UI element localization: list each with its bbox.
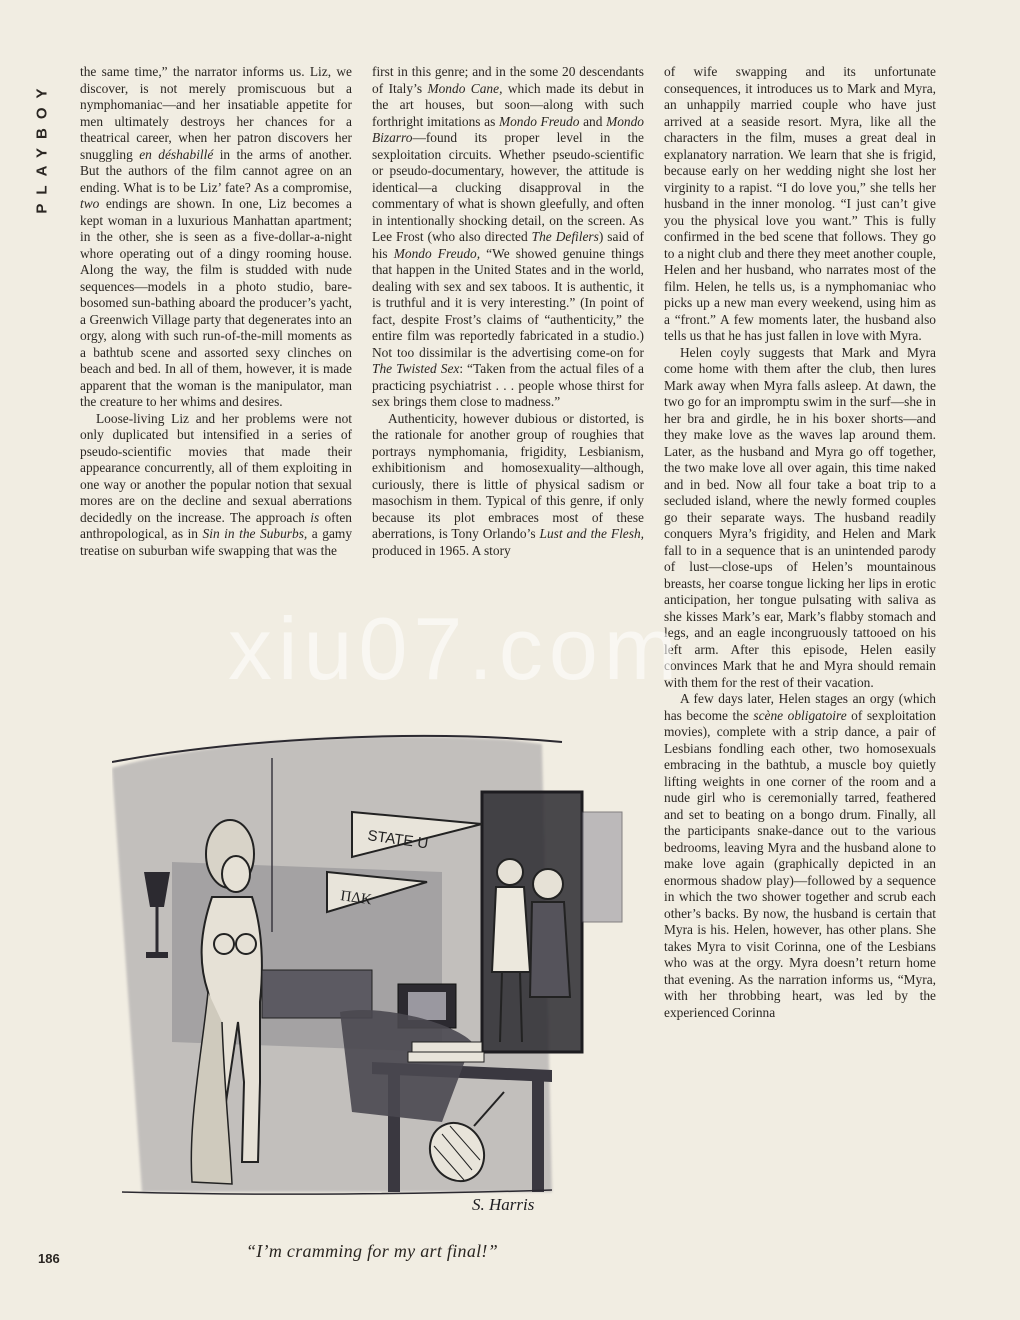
italic-text-run: The Twisted Sex — [372, 361, 460, 376]
italic-text-run: Mondo Cane, — [427, 80, 503, 96]
cartoon-illustration — [112, 722, 632, 1232]
text-run: which made its debut in the art houses, but soon—along with such forthright imitations as — [372, 80, 644, 129]
text-run: : “Taken from the actual files of a practicing psychiatrist . . . people whose thirst for sex brings them close to madness.” — [372, 361, 644, 409]
pennant-fraternity-text: ΠΔK — [339, 888, 373, 909]
italic-text-run: Mondo Freudo, — [393, 245, 481, 261]
article-paragraph — [664, 691, 936, 1021]
text-run: of sexploitation movies), complete with a strip dance, a pair of Lesbians fondling each other, two homosexuals embracing in the bathtub, a muscle boy quietly lifting weights in one corner of the room and a nude girl who is ceremonially tarred, feathered and set to beating on a bongo drum. Finally, all the participants snake-dance out to the various bedrooms, leaving Myra and the husband alone to make love again (graphically depicted in an enormous shadow play)—followed by a sequence in which the two shower together and scrub each other’s backs. By now, the husband is certain that Myra is his. Helen, however, has other plans. She takes Myra to visit Corinna, one of the Lesbians who was at the orgy. Myra doesn’t return home that evening. As the narration informs us, “Myra, with her throbbing heart, was led by the experienced Corinna — [664, 707, 936, 1020]
italic-text-run: Lust and the Flesh, — [539, 526, 644, 541]
text-run: produced in 1965. A story — [372, 542, 511, 558]
article-column-2 — [372, 64, 644, 668]
text-run: —found its proper level in the sexploitation circuits. Whether pseudo-scientific or pseudo-documentary, however, the attitude is identical—a clucking disapproval in the commentary of what is shown gleefully, and often in intentionally shocking detail, on the screen. As Lee Frost (who also directed — [372, 130, 644, 244]
italic-text-run: Sin in the Suburbs, — [202, 526, 308, 541]
text-run: ) said of his — [372, 229, 644, 261]
article-column-1 — [80, 64, 352, 668]
text-run: first in this genre; and in the some 20 descendants of Italy’s — [372, 64, 644, 96]
book-stack — [408, 1042, 484, 1062]
text-run: Helen coyly suggests that Mark and Myra come home with them after the club, then lures Mark away when Myra falls asleep. At dawn, the two go for an impromptu swim in the surf—she in her bra and girdle, he in his boxer shorts—and they make love as the waves lap around them. Later, as the husband and Myra go off together, the two make love all over again, this time naked and in bed. Now all four take a boat trip to a secluded island, where the newly formed couples go their separate ways. The husband readily conquers Myra’s frigidity, and Helen and Mark fall to in a sequence that is an unintended parody of lust—close-ups of Helen’s mountainous breasts, her coarse tongue licking her lips in erotic anticipation, her tongue pulsating with saliva as she kisses Mark’s ear, Mark’s flabby stomach and legs, and an eagle incongruously tattooed on his left arm. After this episode, Helen easily convinces Mark that he and Myra should remain with them for the rest of their vacation. — [664, 344, 936, 690]
masthead-sidebar — [28, 66, 56, 226]
article-column-3 — [664, 64, 936, 1262]
text-run: and — [579, 113, 607, 129]
text-run: Authenticity, however dubious or distorted, is the rationale for another group of roughies that portrays nymphomania, frigidity, Lesbianism, exhibitionism and homosexuality—although, curiously, there is little of physical sadism or masochism in them. Typical of this genre, if only because its plot embraces most of these aberrations, is Tony Orlando’s — [372, 410, 644, 541]
text-run: Loose-living Liz and her problems were not only duplicated but intensified in a series of pseudo-scientific movies that made their appearance concurrently, all of them exploiting in one way or another the popular notion that sexual mores are on the decline and sexual aberrations decidedly on the increase. The approach — [80, 410, 352, 525]
italic-text-run: The Defilers — [531, 229, 599, 244]
italic-text-run: scène obligatoire — [753, 707, 847, 723]
watermark: xiu07.com — [228, 599, 684, 698]
article-paragraph — [664, 345, 936, 692]
text-run: A few days later, Helen stages an orgy (which has become the — [664, 691, 936, 723]
italic-text-run: is — [310, 509, 320, 525]
pennant-state-u-text: STATE U — [366, 827, 430, 853]
text-run: of wife swapping and its unfortunate consequences, it introduces us to Mark and Myra, an unhappily married couple who have just arrived at a seaside resort. Myra, like all the characters in the film, muses a great deal in explanatory narration. We learn that she is frigid, because early on her wedding night she lost her virginity to a rapist. “I do love you,” she tells her husband in the inner monolog. “I just can’t give you the physical love you want.” This is fully confirmed in the bed scene that follows. They go to a night club and there they meet another couple, Helen and her husband, who narrates most of the film. Helen, he tells us, is a nymphomaniac who picks up a new man every weekend, using him as a “front.” A few moments later, the husband also tells us that he has just fallen in love with Myra. — [664, 64, 936, 343]
cartoon-caption: “I’m cramming for my art final!” — [245, 1241, 499, 1261]
italic-text-run: Mondo Bizarro — [372, 113, 644, 145]
italic-text-run: en déshabillé — [139, 146, 214, 162]
masthead-text: PLAYBOY — [33, 78, 51, 214]
article-paragraph — [372, 411, 644, 560]
article-paragraph — [372, 64, 644, 411]
article-paragraph — [80, 64, 352, 411]
text-run: a gamy treatise on suburban wife swapping that was the — [80, 526, 352, 558]
article-paragraph — [664, 64, 936, 345]
italic-text-run: two — [80, 196, 100, 211]
italic-text-run: Mondo Freudo — [498, 113, 580, 129]
text-run: “We showed genuine things that happen in the United States and in the world, dealing with sex and sex taboos. It is authentic, it is truthful and it is very interesting.” (In point of fact, despite Frost’s claims of “authenticity,” the entire film was reportedly fabricated in a studio.) Not too dissimilar is the advertising come-on for — [372, 245, 644, 360]
text-run: endings are shown. In one, Liz becomes a kept woman in a luxurious Manhattan apartment; in the other, she is seen as a five-dollar-a-night whore operating out of a dingy rooming house. Along the way, the film is studded with nude sequences—models in a photo studio, bare-bosomed sun-bathing aboard the producer’s yacht, a Greenwich Village party that degenerates into an orgy, along with such run-of-the-mill moments as a bathtub scene and assorted sexy clinches on beach and bed. In all of them, however, it is made apparent that the woman is the manipulator, man the creature to her whims and desires. — [80, 196, 352, 409]
page-number: 186 — [38, 1251, 60, 1266]
text-run: often anthropological, as in — [80, 509, 352, 541]
text-run: in the arms of another. But the authors of the film cannot agree on an ending. What is to be Liz’ fate? As a compromise, — [80, 146, 352, 195]
article-paragraph — [80, 411, 352, 560]
artist-signature: S. Harris — [472, 1195, 535, 1214]
text-run: the same time,” the narrator informs us. Liz, we discover, is not merely promiscuous but a nymphomaniac—and her insatiable appetite for men ultimately destroys her chances for a theatrical career, when her patron discovers her snuggling — [80, 64, 352, 162]
